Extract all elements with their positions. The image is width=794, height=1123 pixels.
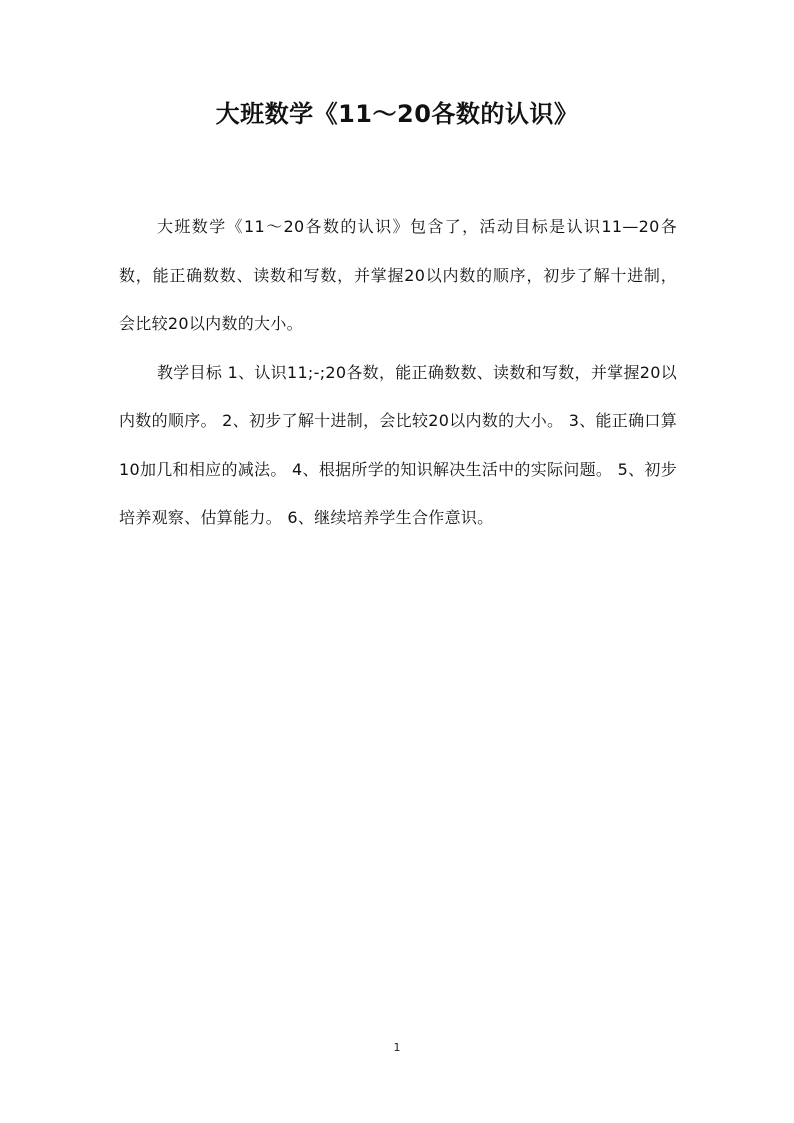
objectives-paragraph: 教学目标 1、认识11;-;20各数，能正确数数、读数和写数，并掌握20以内数的顺序。 2、初步了解十进制，会比较20以内数的大小。 3、能正确口算10加几和相应的减法。 4、根据所学的知识解决生活中的实际问题。 5、初步培养观察、估算能力。 6、继续培养学生合作意识。 (119, 362, 677, 527)
document-body (119, 203, 677, 543)
page-title: 大班数学《11～20各数的认识》 (215, 100, 579, 128)
intro-paragraph: 大班数学《11～20各数的认识》包含了，活动目标是认识11—20各数，能正确数数、读数和写数，并掌握20以内数的顺序，初步了解十进制，会比较20以内数的大小。 (119, 217, 677, 333)
page-number: 1 (393, 1041, 401, 1054)
